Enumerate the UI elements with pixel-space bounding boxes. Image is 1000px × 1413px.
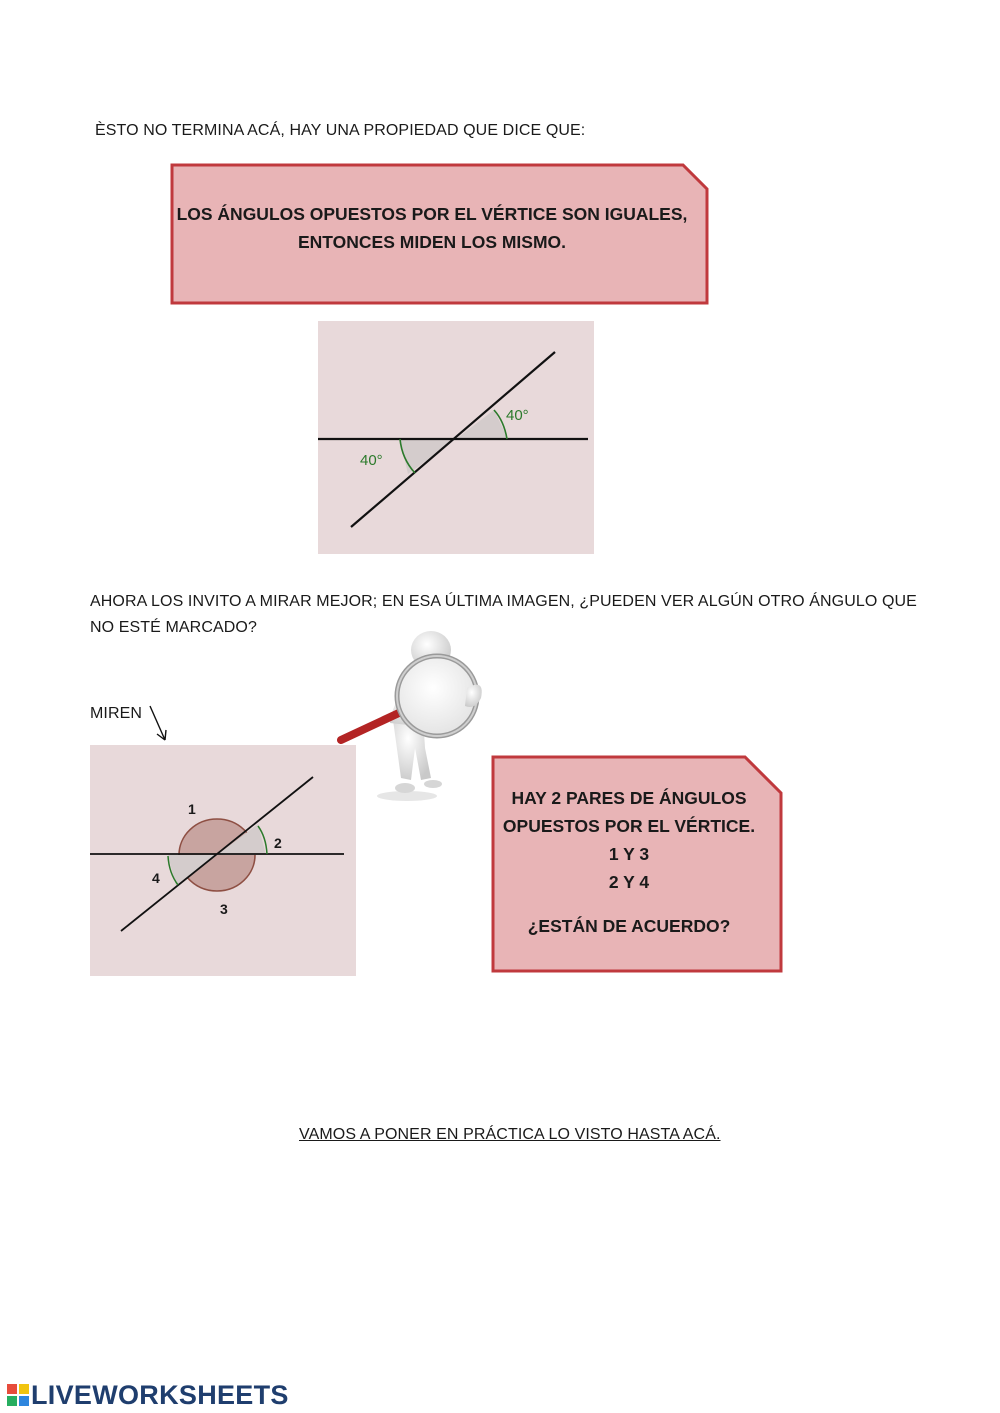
look-label: MIREN (90, 705, 143, 722)
brand-blocks-icon (7, 1384, 29, 1406)
answer-line-3: 1 Y 3 (608, 844, 650, 864)
figure-numbered-angles-drawing (90, 745, 356, 976)
brand-logo-text: LIVEWORKSHEETS (31, 1379, 289, 1410)
property-callout (172, 200, 692, 256)
answer-line-4: 2 Y 4 (608, 872, 650, 892)
answer-line-5: ¿ESTÁN DE ACUERDO? (527, 916, 731, 936)
figure-opposite-angles (318, 321, 594, 554)
angle-label-bottom: 40° (360, 452, 383, 469)
answer-callout (493, 784, 765, 940)
question-line-1: AHORA LOS INVITO A MIRAR MEJOR; EN ESA ÚLTIMA IMAGEN, ¿PUEDEN VER ALGÚN OTRO ÁNGULO QUE (90, 593, 917, 610)
question-line-2: NO ESTÉ MARCADO? (90, 619, 257, 636)
figure-numbered-angles (90, 745, 356, 976)
intro-text: ÈSTO NO TERMINA ACÁ, HAY UNA PROPIEDAD QUE DICE QUE: (95, 122, 586, 139)
practice-link[interactable]: VAMOS A PONER EN PRÁCTICA LO VISTO HASTA ACÁ. (299, 1126, 721, 1143)
pointer-arrow-icon (145, 703, 175, 743)
answer-line-2: OPUESTOS POR EL VÉRTICE. (502, 816, 756, 836)
angle-number-2: 2 (274, 835, 282, 851)
figure-opposite-angles-drawing (318, 321, 594, 554)
angle-number-1: 1 (188, 801, 196, 817)
brand-logo (7, 1380, 289, 1410)
property-line-1: LOS ÁNGULOS OPUESTOS POR EL VÉRTICE SON IGUALES, (176, 204, 688, 224)
property-line-2: ENTONCES MIDEN LOS MISMO. (297, 232, 567, 252)
magnifier-person-illustration (335, 628, 495, 803)
angle-number-3: 3 (220, 901, 228, 917)
angle-number-4: 4 (152, 870, 160, 886)
answer-line-1: HAY 2 PARES DE ÁNGULOS (511, 788, 747, 808)
angle-label-top: 40° (506, 407, 529, 424)
